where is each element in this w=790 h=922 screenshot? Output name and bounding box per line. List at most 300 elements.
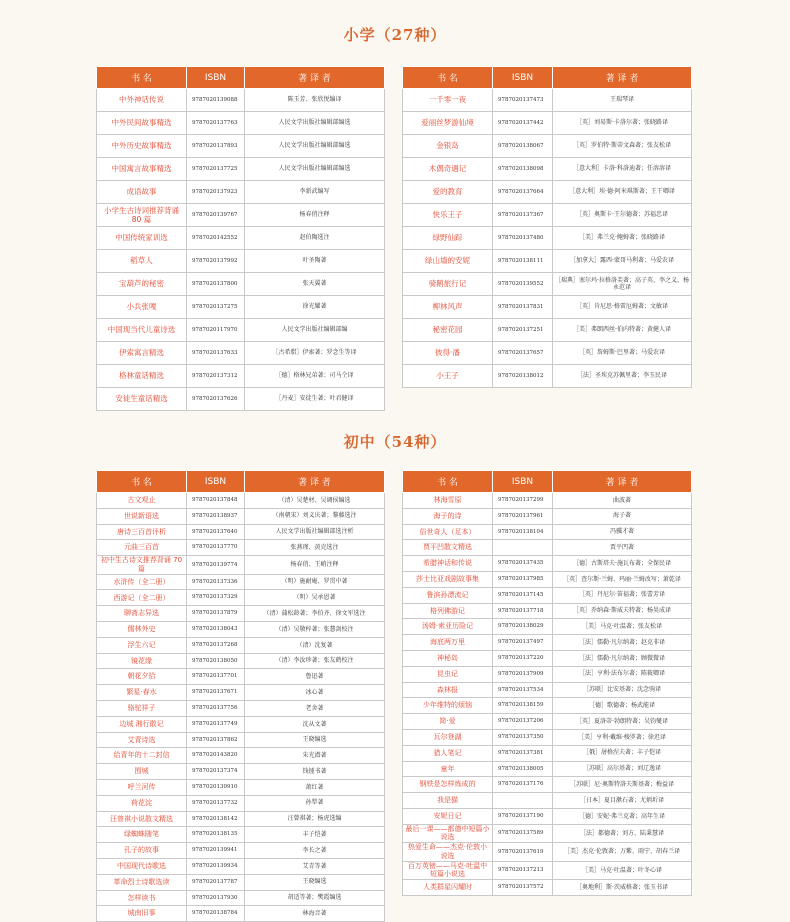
book-row [403,619,692,635]
book-row [97,112,385,135]
book-row [97,227,385,250]
book-isbn: 9787020138029 [493,619,553,635]
book-title: 围城 [97,764,187,780]
book-isbn: 9787020138104 [493,524,553,540]
book-title: 最后一课——都德中短篇小说选 [403,824,493,843]
book-author: 胡适等著；樊霞编选 [245,890,385,906]
book-author: 人民文学出版社编辑部编 [245,319,385,342]
book-row [97,701,385,717]
book-row [97,540,385,556]
book-row [97,250,385,273]
book-isbn: 9787020137718 [493,603,553,619]
book-title: 绿山墙的安妮 [403,250,493,273]
book-row [403,745,692,761]
book-title: 古文观止 [97,493,187,509]
book-row [403,824,692,843]
book-row [403,698,692,714]
book-author: ［美］马克·吐温著；叶冬心译 [553,861,692,880]
book-title: 边城 湘行散记 [97,716,187,732]
book-isbn: 9787020137664 [493,181,553,204]
book-author: ［日本］夏目漱石著；尤炳圻译 [553,793,692,809]
book-isbn: 9787020137992 [187,250,245,273]
book-row [403,861,692,880]
book-title: 安妮日记 [403,808,493,824]
book-isbn: 9787020137329 [187,590,245,606]
book-title: 骑鹅旅行记 [403,273,493,296]
book-row [97,874,385,890]
book-isbn: 9787020142552 [187,227,245,250]
book-title: 一千零一夜 [403,89,493,112]
header-isbn: ISBN [187,471,245,493]
book-row [403,729,692,745]
book-author: 冯骥才著 [553,524,692,540]
header-author: 著 译 者 [245,471,385,493]
book-title: 快乐王子 [403,204,493,227]
book-row [403,650,692,666]
book-title: 朝花夕拾 [97,669,187,685]
book-isbn: 9787020137909 [493,666,553,682]
book-row [97,388,385,411]
book-isbn: 9787020138142 [187,811,245,827]
book-row [403,493,692,509]
book-title: 荷花淀 [97,795,187,811]
book-author: 人民文学出版社编辑部选注析 [245,524,385,540]
book-title: 成语故事 [97,181,187,204]
book-author: 赵伯陶选注 [245,227,385,250]
book-title: 唐诗三百首评析 [97,524,187,540]
book-title: 爱的教育 [403,181,493,204]
book-author: ［意大利］卡洛·科洛迪著；任溶溶译 [553,158,692,181]
book-author: 鲁迅著 [245,669,385,685]
book-isbn: 9787020138012 [493,365,553,388]
book-isbn: 9787020138937 [187,508,245,524]
book-isbn: 9787020139767 [187,204,245,227]
book-author: ［瑞典］塞尔玛·拉格洛芙著；高子英、李之义、杨永范译 [553,273,692,296]
book-title: 宝葫芦的秘密 [97,273,187,296]
book-isbn: 9787020137862 [187,732,245,748]
book-row [403,365,692,388]
book-author: ［英］乔纳森·斯威夫特著；杨昊成译 [553,603,692,619]
book-title: 水浒传（全二册） [97,574,187,590]
book-author: 杨春俏注释 [245,204,385,227]
book-isbn: 9787020137480 [493,227,553,250]
book-isbn: 9787020138784 [187,906,245,922]
book-row [403,227,692,250]
book-title: 猎人笔记 [403,745,493,761]
book-author: （明）吴承恩著 [245,590,385,606]
book-row [97,365,385,388]
book-title: 莎士比亚戏剧故事集 [403,571,493,587]
book-isbn: 9787020138005 [493,761,553,777]
book-author: ［苏联］高尔基著；刘辽逸译 [553,761,692,777]
book-author: ［意大利］埃·德·阿米琪斯著；王干卿译 [553,181,692,204]
book-row [97,764,385,780]
book-author: （南朝宋）刘义庆著；黎藤选注 [245,508,385,524]
book-author: ［德］歌德著；杨武能译 [553,698,692,714]
book-row [403,204,692,227]
book-author: 曲波著 [553,493,692,509]
book-isbn: 9787020143820 [187,748,245,764]
book-row [97,669,385,685]
book-isbn: 9787020137961 [493,508,553,524]
book-row [97,342,385,365]
book-author: ［古希腊］伊索著；罗念生等译 [245,342,385,365]
book-isbn: 9787020137473 [493,89,553,112]
book-isbn: 9787020137923 [187,181,245,204]
book-author: ［法］儒勒·凡尔纳著；赵克非译 [553,635,692,651]
book-title: 繁星·春水 [97,685,187,701]
book-isbn: 9787020137725 [187,158,245,181]
book-author: ［苏联］比安基著；沈念驹译 [553,682,692,698]
section-title-primary: 小学（27种） [343,26,447,44]
book-author: 老舍著 [245,701,385,717]
book-isbn: 9787020137374 [187,764,245,780]
book-title: 绿野仙踪 [403,227,493,250]
book-row [403,808,692,824]
book-isbn: 9787020137879 [187,606,245,622]
book-author: ［奥地利］斯·茨威格著；张玉书译 [553,880,692,896]
book-row [403,571,692,587]
book-isbn: 9787020137657 [493,342,553,365]
book-author: 汪曾祺著；杨虎选编 [245,811,385,827]
book-author: 林海音著 [245,906,385,922]
book-row [403,273,692,296]
book-title: 爱丽丝梦游仙境 [403,112,493,135]
book-isbn: 9787020137190 [493,808,553,824]
book-author: （清）李汝珍著；张友鹤校注 [245,653,385,669]
book-row [403,524,692,540]
book-author: 冰心著 [245,685,385,701]
book-row [97,732,385,748]
book-row [403,880,692,896]
book-isbn: 9787020137336 [187,574,245,590]
book-title: 中国现当代儿童诗选 [97,319,187,342]
book-isbn [493,793,553,809]
book-row [97,622,385,638]
book-isbn: 9787020137367 [493,204,553,227]
book-isbn: 9787020137985 [493,571,553,587]
book-row [97,637,385,653]
book-author: ［德］古斯塔夫·施瓦布著；全保民译 [553,556,692,572]
header-title: 书 名 [97,471,187,493]
book-title: 小兵张嘎 [97,296,187,319]
book-isbn: 9787020137275 [187,296,245,319]
book-title: 瓦尔登湖 [403,729,493,745]
book-row [403,181,692,204]
book-row [97,606,385,622]
book-author: 李长之著 [245,843,385,859]
book-author: ［加拿大］露西·蒙哥马利著；马爱农译 [553,250,692,273]
book-isbn: 9787020137787 [187,874,245,890]
book-isbn [493,540,553,556]
book-title: 简·爱 [403,714,493,730]
book-isbn: 9787020137732 [187,795,245,811]
book-title: 钢铁是怎样炼成的 [403,777,493,793]
book-isbn: 9787020137145 [493,587,553,603]
book-author: ［英］查尔斯·兰姆、玛丽·兰姆改写；萧乾译 [553,571,692,587]
book-row [97,524,385,540]
book-row [403,793,692,809]
book-row [97,859,385,875]
book-row [97,204,385,227]
book-title: 绿蜘蛛随笔 [97,827,187,843]
header-title: 书 名 [97,67,187,89]
book-author: 陈玉芳、张欣悦编译 [245,89,385,112]
book-author: ［英］罗伯特·斯蒂文森著；张友松译 [553,135,692,158]
book-title: 贾平凹散文精选 [403,540,493,556]
book-title: 元曲三百首 [97,540,187,556]
book-row [403,342,692,365]
book-row [403,682,692,698]
book-author: 王晓编选 [245,732,385,748]
book-isbn: 9787020137619 [493,843,553,862]
book-title: 昆虫记 [403,666,493,682]
book-author: ［英］丹尼尔·笛福著；张蕾芳译 [553,587,692,603]
book-row [97,827,385,843]
book-row [97,653,385,669]
book-title: 人类群星闪耀时 [403,880,493,896]
book-title: 镜花缘 [97,653,187,669]
book-author: ［美］马克·吐温著；张友松译 [553,619,692,635]
book-row [97,273,385,296]
book-row [403,843,692,862]
book-isbn: 9787020137633 [187,342,245,365]
book-title: 鲁滨孙漂流记 [403,587,493,603]
book-row [403,666,692,682]
book-isbn: 9787020139774 [187,556,245,575]
book-title: 木偶奇遇记 [403,158,493,181]
header-title: 书 名 [403,471,493,493]
book-isbn: 9787020137756 [187,701,245,717]
book-isbn: 9787020117970 [187,319,245,342]
book-isbn: 9787020138159 [493,698,553,714]
book-row [97,508,385,524]
header-author: 著 译 者 [553,67,692,89]
book-title: 汪曾祺小说散文精选 [97,811,187,827]
book-row [97,780,385,796]
book-title: 百万英镑——马克·吐温中短篇小说选 [403,861,493,880]
book-author: （清）沈复著 [245,637,385,653]
book-title: 彼得·潘 [403,342,493,365]
header-author: 著 译 者 [553,471,692,493]
header-isbn: ISBN [493,67,553,89]
book-isbn: 9787020137534 [493,682,553,698]
book-isbn: 9787020138135 [187,827,245,843]
book-row [403,777,692,793]
book-author: ［法］亨利·法布尔著；陈筱卿译 [553,666,692,682]
book-isbn: 9787020137572 [493,880,553,896]
book-table-junior-right [402,470,692,896]
book-row [403,319,692,342]
book-row [403,603,692,619]
book-isbn: 9787020137893 [187,135,245,158]
book-isbn: 9787020139088 [187,89,245,112]
book-author: 人民文学出版社编辑部编选 [245,135,385,158]
book-title: 少年维特的烦恼 [403,698,493,714]
book-author: ［美］杰克·伦敦著；万紫、雨宁、胡春兰译 [553,843,692,862]
book-title: 希腊神话和传说 [403,556,493,572]
book-author: 萧红著 [245,780,385,796]
book-title: 稻草人 [97,250,187,273]
book-row [97,843,385,859]
book-isbn: 9787020137701 [187,669,245,685]
book-row [403,158,692,181]
book-author: 沈从文著 [245,716,385,732]
book-title: 孔子的故事 [97,843,187,859]
book-title: 格列佛游记 [403,603,493,619]
book-row [97,811,385,827]
book-title: 中国传统家训选 [97,227,187,250]
book-author: 张燕瑾、黄克选注 [245,540,385,556]
book-author: 人民文学出版社编辑部编选 [245,112,385,135]
book-author: 人民文学出版社编辑部编选 [245,158,385,181]
book-title: 秘密花园 [403,319,493,342]
section-title-junior: 初中（54种） [343,433,447,451]
book-author: ［英］詹姆斯·巴里著；马爱农译 [553,342,692,365]
book-row [403,587,692,603]
book-isbn: 9787020138098 [493,158,553,181]
book-author: 艾青等著 [245,859,385,875]
book-row [403,250,692,273]
book-row [97,319,385,342]
book-title: 怎样读书 [97,890,187,906]
book-author: ［德］安妮·弗兰克著；高年生译 [553,808,692,824]
book-author: ［俄］屠格涅夫著；丰子恺译 [553,745,692,761]
header-isbn: ISBN [493,471,553,493]
book-table-junior-left [96,470,385,922]
book-row [97,135,385,158]
book-isbn: 9787020137442 [493,112,553,135]
book-author: 杨春俏、王峭注释 [245,556,385,575]
book-title: 中外历史故事精选 [97,135,187,158]
book-isbn: 9787020137251 [493,319,553,342]
book-isbn: 9787020137299 [493,493,553,509]
book-title: 我是猫 [403,793,493,809]
book-title: 林海雪原 [403,493,493,509]
book-isbn: 9787020139910 [187,780,245,796]
book-author: 贾平凹著 [553,540,692,556]
book-row [97,748,385,764]
book-title: 儒林外史 [97,622,187,638]
book-isbn: 9787020138043 [187,622,245,638]
book-author: 海子著 [553,508,692,524]
book-author: 孙犁著 [245,795,385,811]
book-row [403,135,692,158]
book-row [403,112,692,135]
book-author: ［美］亨利·戴维·梭罗著；徐迟译 [553,729,692,745]
book-isbn: 9787020137381 [493,745,553,761]
book-isbn: 9787020139941 [187,843,245,859]
book-isbn: 9787020137268 [187,637,245,653]
book-row [403,714,692,730]
book-author: ［法］儒勒·凡尔纳著；顾微微译 [553,650,692,666]
book-row [403,635,692,651]
book-title: 格林童话精选 [97,365,187,388]
book-row [97,685,385,701]
book-title: 中国寓言故事精选 [97,158,187,181]
book-author: （清）蒲松龄著；李伯齐、徐文军选注 [245,606,385,622]
book-title: 海底两万里 [403,635,493,651]
book-row [97,556,385,575]
book-isbn: 9787020137589 [493,824,553,843]
book-isbn: 9787020137206 [493,714,553,730]
book-title: 艾青诗选 [97,732,187,748]
book-author: （清）吴楚材、吴调侯编选 [245,493,385,509]
book-author: ［英］夏洛蒂·勃朗特著；吴钧燮译 [553,714,692,730]
book-title: 森林报 [403,682,493,698]
book-isbn: 9787020137671 [187,685,245,701]
book-table-primary-left [96,66,385,411]
book-title: 城南旧事 [97,906,187,922]
book-title: 西游记（全二册） [97,590,187,606]
book-title: 小王子 [403,365,493,388]
book-title: 柳林风声 [403,296,493,319]
book-title: 俗世奇人（足本） [403,524,493,540]
book-author: 张天翼著 [245,273,385,296]
book-row [97,574,385,590]
book-row [97,590,385,606]
book-title: 呼兰河传 [97,780,187,796]
book-row [403,89,692,112]
book-title: 热爱生命——杰克·伦敦小说选 [403,843,493,862]
book-isbn: 9787020137213 [493,861,553,880]
book-author: ［法］圣埃克苏佩里著；李玉民译 [553,365,692,388]
book-author: ［丹麦］安徒生著；叶君健译 [245,388,385,411]
book-title: 海子的诗 [403,508,493,524]
book-title: 伊索寓言精选 [97,342,187,365]
book-isbn: 9787020137626 [187,388,245,411]
book-title: 骆驼祥子 [97,701,187,717]
book-author: 王瑞琴译 [553,89,692,112]
book-isbn: 9787020137350 [493,729,553,745]
book-title: 聊斋志异选 [97,606,187,622]
book-table-primary-right [402,66,692,388]
book-isbn: 9787020137497 [493,635,553,651]
book-row [97,158,385,181]
book-row [97,181,385,204]
book-title: 神秘岛 [403,650,493,666]
book-isbn: 9787020138067 [493,135,553,158]
book-title: 童年 [403,761,493,777]
book-row [403,761,692,777]
book-title: 浮生六记 [97,637,187,653]
book-row [97,296,385,319]
book-author: 叶圣陶著 [245,250,385,273]
book-row [97,906,385,922]
book-row [403,540,692,556]
book-author: ［德］格林兄弟著；司马仝译 [245,365,385,388]
book-isbn: 9787020137312 [187,365,245,388]
book-title: 中外民间故事精选 [97,112,187,135]
book-isbn: 9787020137749 [187,716,245,732]
book-author: 徐光耀著 [245,296,385,319]
book-title: 初中生古诗文推荐背诵 70 篇 [97,556,187,575]
book-isbn: 9787020137800 [187,273,245,296]
book-title: 金银岛 [403,135,493,158]
book-isbn: 9787020139934 [187,859,245,875]
book-isbn: 9787020137176 [493,777,553,793]
book-row [97,890,385,906]
book-author: 李新武编写 [245,181,385,204]
book-title: 中外神话传说 [97,89,187,112]
book-isbn: 9787020137831 [493,296,553,319]
book-isbn: 9787020137640 [187,524,245,540]
book-isbn: 9787020137763 [187,112,245,135]
book-title: 给青年的十二封信 [97,748,187,764]
book-title: 汤姆·索亚历险记 [403,619,493,635]
book-row [403,508,692,524]
book-isbn: 9787020138050 [187,653,245,669]
